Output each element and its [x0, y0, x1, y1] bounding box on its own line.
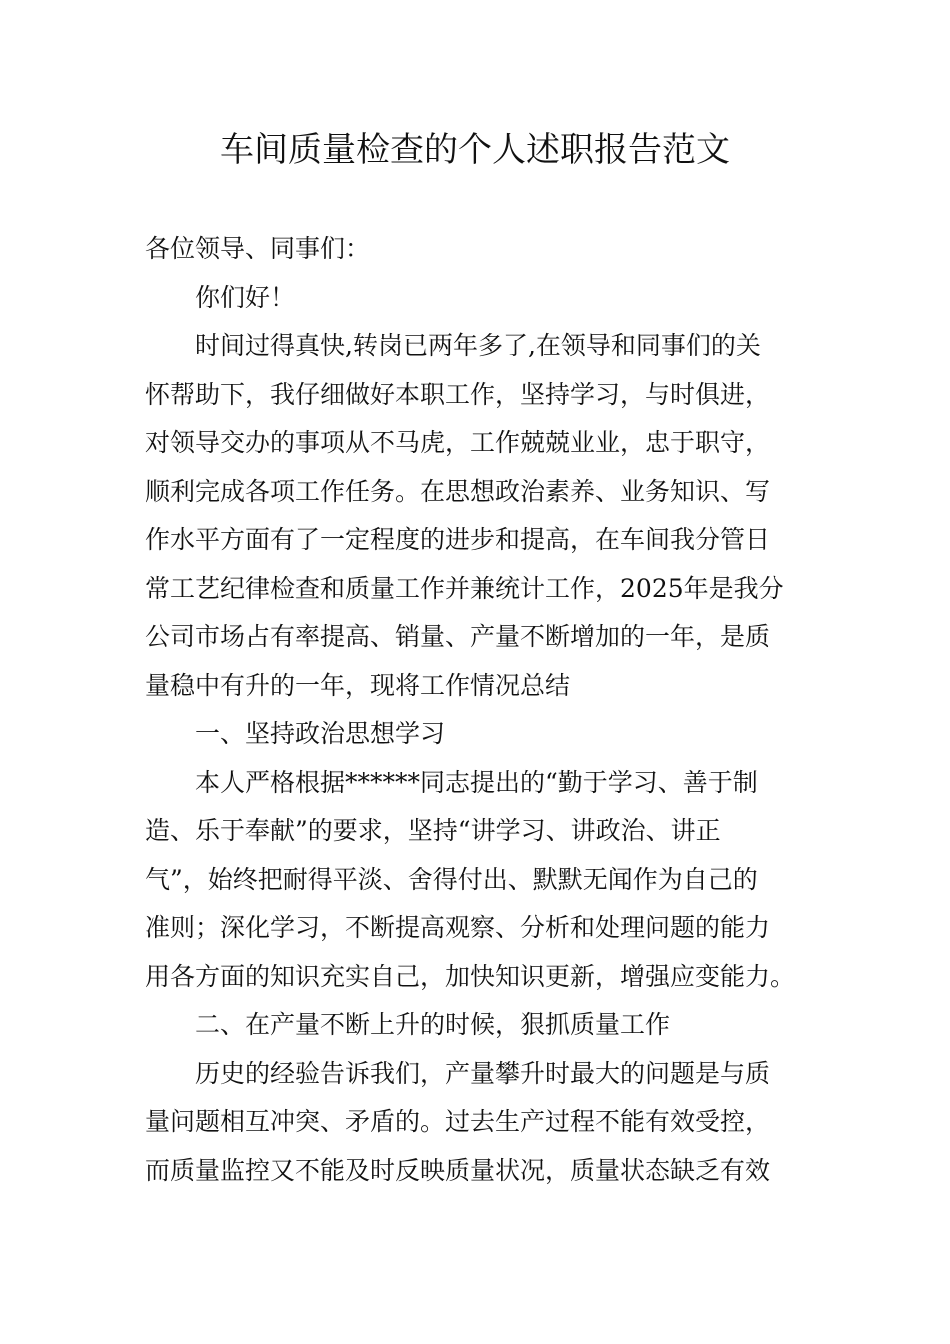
text-line: 用各方面的知识充实自己，加快知识更新，增强应变能力。 [145, 961, 796, 991]
section2-paragraph [145, 1050, 825, 1196]
text-line: 气”，始终把耐得平淡、舍得付出、默默无闻作为自己的 [145, 864, 758, 894]
section1-paragraph [145, 759, 825, 1002]
section2-heading: 二、在产量不断上升的时候，狠抓质量工作 [195, 1010, 671, 1039]
text-line: 对领导交办的事项从不马虎，工作兢兢业业，忠于职守， [145, 428, 771, 457]
text-line: 时间过得真快,转岗已两年多了,在领导和同事们的关 [195, 331, 761, 360]
text-line: 怀帮助下，我仔细做好本职工作，坚持学习，与时俱进， [145, 379, 771, 409]
section1-heading: 一、坚持政治思想学习 [195, 719, 446, 748]
section-heading [145, 1001, 825, 1050]
text-line: 而质量监控又不能及时反映质量状况，质量状态缺乏有效 [145, 1155, 771, 1185]
text-line: 准则；深化学习，不断提高观察、分析和处理问题的能力 [145, 913, 771, 942]
text-line: 作水平方面有了一定程度的进步和提高，在车间我分管日 [145, 525, 771, 554]
section-heading [145, 710, 825, 759]
text-line: 公司市场占有率提高、销量、产量不断增加的一年，是质 [145, 622, 771, 651]
intro-paragraph [145, 322, 825, 710]
document-body [145, 225, 825, 1195]
salutation-text: 你们好！ [195, 282, 296, 312]
text-line: 造、乐于奉献”的要求，坚持“讲学习、讲政治、讲正 [145, 816, 721, 845]
text-line: 量问题相互冲突、矛盾的。过去生产过程不能有效受控， [145, 1107, 771, 1136]
text-line: 量稳中有升的一年，现将工作情况总结 [145, 670, 571, 700]
greeting-text: 各位领导、同事们： [145, 234, 371, 263]
text-line: 历史的经验告诉我们，产量攀升时最大的问题是与质 [195, 1058, 771, 1088]
greeting-paragraph [145, 225, 825, 274]
text-line: 常工艺纪律检查和质量工作并兼统计工作，2025年是我分 [145, 573, 784, 603]
text-line: 顺利完成各项工作任务。在思想政治素养、业务知识、写 [145, 476, 771, 506]
document-title: 车间质量检查的个人述职报告范文 [220, 130, 730, 170]
text-line: 本人严格根据******同志提出的“勤于学习、善于制 [195, 767, 758, 797]
salutation-paragraph [145, 274, 825, 323]
